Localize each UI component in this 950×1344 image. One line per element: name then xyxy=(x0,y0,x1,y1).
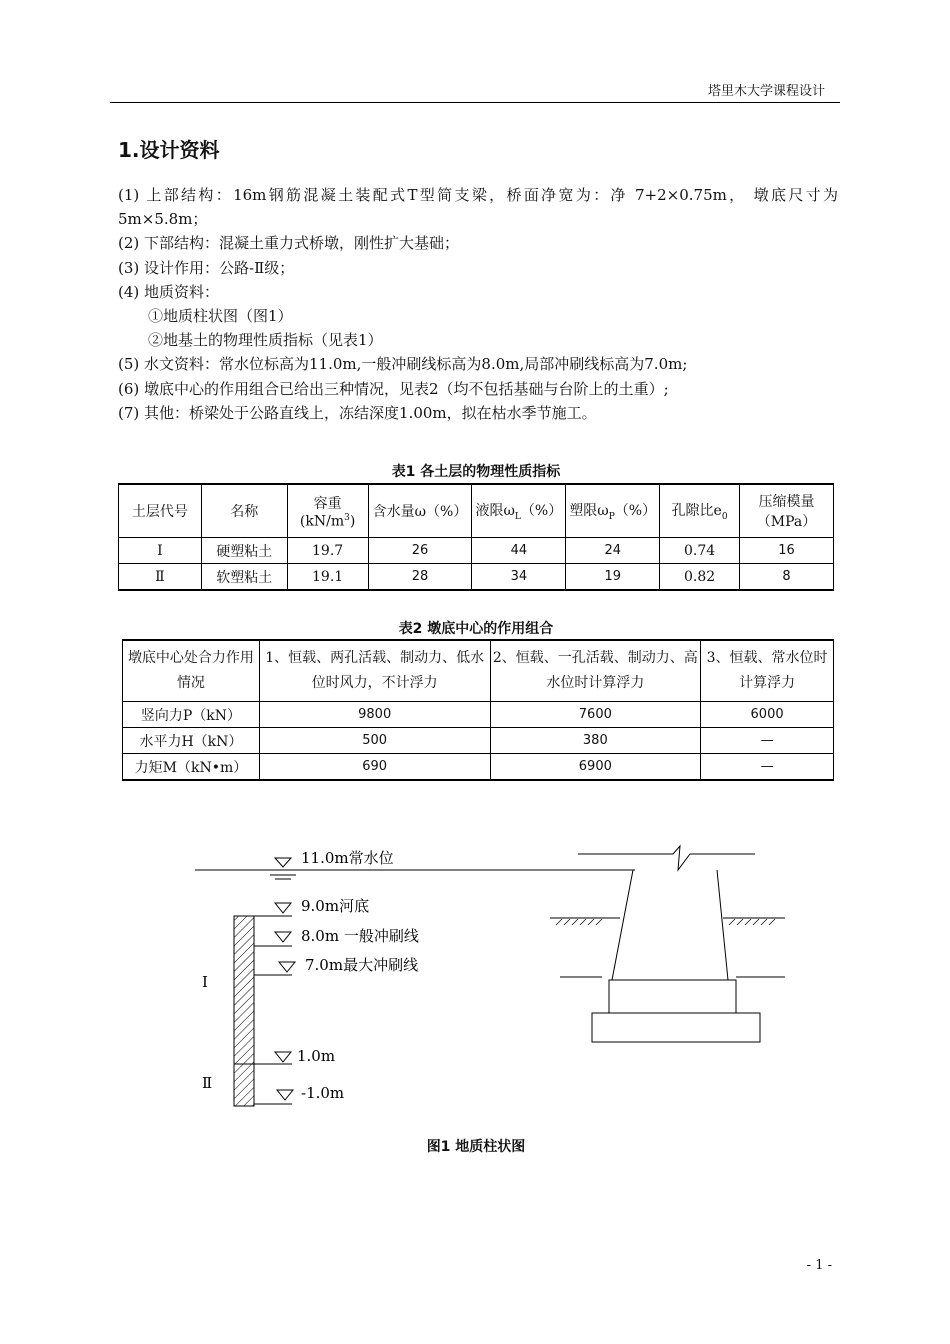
table-cell: 6000 xyxy=(701,702,834,728)
table-cell: Ⅰ xyxy=(119,538,202,564)
table2-caption: 表2 墩底中心的作用组合 xyxy=(398,621,554,637)
table-header-cell: 液限$\omega_L(\%)$ xyxy=(472,484,566,538)
table-cell: 0.82 xyxy=(660,564,740,591)
list-item: (1) 上部结构：16m钢筋混凝土装配式T型简支梁，桥面净宽为：净 7+2×0.75m， 墩底尺寸为5m×5.8m； xyxy=(118,186,838,229)
figure-caption: 图1 地质柱状图 xyxy=(426,1139,526,1155)
list-item: ②地基土的物理性质指标（见表1） xyxy=(148,331,383,350)
water-level-label: 11.0m常水位 xyxy=(301,849,394,867)
table-row xyxy=(123,728,834,754)
list-item: (6) 墩底中心的作用组合已给出三种情况，见表2（均不包括基础与台阶上的土重）; xyxy=(118,379,669,398)
table-header-cell: 3、恒载、常水位时计算浮力 xyxy=(701,640,834,702)
table-cell: 力矩M（kN•m） xyxy=(123,754,260,781)
scour-general-label: 8.0m 一般冲刷线 xyxy=(301,927,419,945)
table-cell: — xyxy=(701,728,834,754)
table1-caption: 表1 各土层的物理性质指标 xyxy=(391,464,561,480)
table-row xyxy=(119,538,834,564)
table-cell: Ⅱ xyxy=(119,564,202,591)
ground-hatch xyxy=(556,919,775,925)
geology-column-figure xyxy=(180,830,800,1120)
table-cell: 竖向力P（kN） xyxy=(123,702,260,728)
section-title: 1.设计资料 xyxy=(118,138,220,162)
list-item: (3) 设计作用：公路-Ⅱ级； xyxy=(118,258,295,277)
table-cell: 19.7 xyxy=(287,538,368,564)
list-item: (7) 其他：桥梁处于公路直线上，冻结深度1.00m，拟在枯水季节施工。 xyxy=(118,403,597,422)
table-row xyxy=(123,702,834,728)
water-level-marker xyxy=(275,858,291,867)
table-cell: 水平力H（kN） xyxy=(123,728,260,754)
scour-max-label: 7.0m最大冲刷线 xyxy=(305,956,419,974)
table-cell: 44 xyxy=(472,538,566,564)
elevation-marker xyxy=(277,1090,293,1100)
pier-right-face xyxy=(717,870,728,980)
elevation-marker xyxy=(275,903,291,913)
table-cell: 软塑粘土 xyxy=(201,564,287,591)
elevation-marker xyxy=(279,962,295,972)
layer-label: Ⅰ xyxy=(202,973,208,991)
table-cell: 26 xyxy=(368,538,472,564)
list-item: ①地质柱状图（图1） xyxy=(148,307,293,326)
table-cell: 690 xyxy=(259,754,490,781)
pier-left-face xyxy=(612,870,633,980)
table-cell: — xyxy=(701,754,834,781)
elevation-label: -1.0m xyxy=(301,1084,345,1102)
design-data-list xyxy=(118,183,838,425)
table-header-cell: 容重 $(kN/m^3)$ xyxy=(287,484,368,538)
table-row xyxy=(119,564,834,591)
table-header-cell: 含水量ω（%） xyxy=(368,484,472,538)
layer-label: Ⅱ xyxy=(202,1074,213,1092)
table-header-row xyxy=(123,640,834,702)
load-combination-table xyxy=(122,639,834,781)
riverbed-label: 9.0m河底 xyxy=(301,897,370,915)
footing-upper xyxy=(609,980,736,1013)
elevation-marker xyxy=(275,932,291,942)
elevation-label: 1.0m xyxy=(297,1047,336,1065)
table-cell: 500 xyxy=(259,728,490,754)
table-header-cell: 孔隙比$e_0$ xyxy=(660,484,740,538)
table-cell: 7600 xyxy=(490,702,701,728)
elevation-marker xyxy=(275,1052,291,1062)
table-cell: 16 xyxy=(740,538,834,564)
table-cell: 19 xyxy=(566,564,660,591)
list-item: (4) 地质资料： xyxy=(118,282,220,301)
soil-properties-table xyxy=(118,483,834,591)
table-cell: 380 xyxy=(490,728,701,754)
table-cell: 28 xyxy=(368,564,472,591)
table-header-cell: 1、恒载、两孔活载、制动力、低水位时风力，不计浮力 xyxy=(259,640,490,702)
footing-lower xyxy=(592,1013,760,1042)
table-header-cell: 压缩模量 （MPa） xyxy=(740,484,834,538)
table-cell: 8 xyxy=(740,564,834,591)
page-number: - 1 - xyxy=(806,1258,832,1273)
table-cell: 19.1 xyxy=(287,564,368,591)
header-rule xyxy=(110,102,840,103)
table-cell: 24 xyxy=(566,538,660,564)
table-header-cell: 名称 xyxy=(201,484,287,538)
page-header: 塔里木大学课程设计 xyxy=(707,84,825,99)
table-cell: 硬塑粘土 xyxy=(201,538,287,564)
table-header-cell: 土层代号 xyxy=(119,484,202,538)
table-header-cell: 塑限$\omega_P(\%)$ xyxy=(566,484,660,538)
table-cell: 9800 xyxy=(259,702,490,728)
list-item: (2) 下部结构：混凝土重力式桥墩，刚性扩大基础； xyxy=(118,234,460,253)
table-header-row xyxy=(119,484,834,538)
soil-column xyxy=(234,916,254,1106)
list-item: (5) 水文资料：常水位标高为11.0m,一般冲刷线标高为8.0m,局部冲刷线标高为7.0m; xyxy=(118,355,688,374)
table-header-cell: 墩底中心处合力作用情况 xyxy=(123,640,260,702)
deck-line xyxy=(578,846,755,870)
table-cell: 6900 xyxy=(490,754,701,781)
table-cell: 34 xyxy=(472,564,566,591)
table-cell: 0.74 xyxy=(660,538,740,564)
table-header-cell: 2、恒载、一孔活载、制动力、高水位时计算浮力 xyxy=(490,640,701,702)
table-row xyxy=(123,754,834,781)
